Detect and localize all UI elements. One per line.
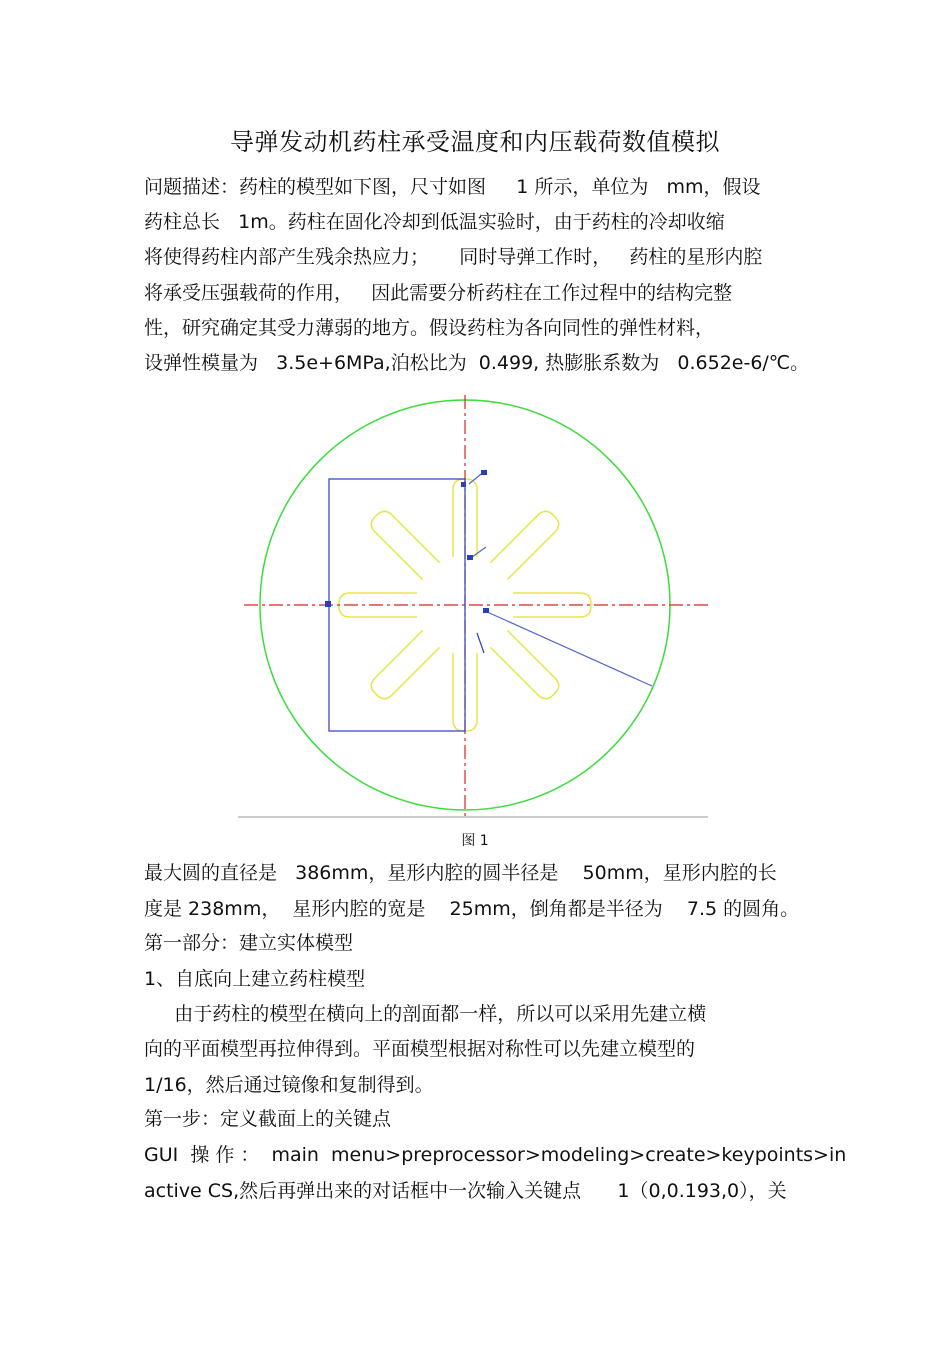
figure-caption: 图 1 [461, 833, 489, 849]
intro-line-5: 性，研究确定其受力薄弱的地方。假设药柱为各向同性的弹性材料， [144, 317, 715, 339]
radius-dimension-line [485, 611, 652, 686]
body-line-2: 度是 238mm， 星形内腔的宽是 25mm，倒角都是半径为 7.5 的圆角。 [144, 898, 800, 920]
dimension-arrow [481, 470, 487, 475]
dimension-leader [477, 633, 484, 653]
section-heading: 第一部分：建立实体模型 [144, 932, 354, 954]
body-line-5: 1/16，然后通过镜像和复制得到。 [144, 1074, 434, 1096]
dimension-arrow [467, 555, 473, 560]
intro-line-2: 药柱总长 1m。药柱在固化冷却到低温实验时，由于药柱的冷却收缩 [144, 211, 725, 233]
body-line-6: active CS,然后再弹出来的对话框中一次输入关键点 1（0,0.193,0），关 [144, 1180, 787, 1202]
grain-cross-section-figure [236, 393, 710, 819]
body-line-4: 向的平面模型再拉伸得到。平面模型根据对称性可以先建立模型的 [144, 1038, 696, 1060]
body-line-3: 由于药柱的模型在横向上的剖面都一样，所以可以采用先建立横 [144, 1003, 707, 1025]
step-heading: 第一步：定义截面上的关键点 [144, 1108, 392, 1130]
gui-operation-line: GUI 操 作 ： main menu>preprocessor>modeling>create>keypoints>in [144, 1144, 847, 1166]
keypoint-marker [461, 482, 466, 487]
subsection-heading: 1、自底向上建立药柱模型 [144, 968, 366, 990]
intro-line-3: 将使得药柱内部产生残余热应力； 同时导弹工作时， 药柱的星形内腔 [144, 246, 763, 268]
keypoint-marker [325, 601, 331, 607]
intro-line-4: 将承受压强载荷的作用， 因此需要分析药柱在工作过程中的结构完整 [144, 282, 733, 304]
body-line-1: 最大圆的直径是 386mm，星形内腔的圆半径是 50mm，星形内腔的长 [144, 862, 777, 884]
intro-line-1: 问题描述：药柱的模型如下图，尺寸如图 1 所示，单位为 mm，假设 [144, 176, 761, 198]
intro-line-6: 设弹性模量为 3.5e+6MPa,泊松比为 0.499, 热膨胀系数为 0.652e-6/℃。 [144, 352, 810, 374]
dimension-arrow [483, 608, 489, 613]
document-title: 导弹发动机药柱承受温度和内压载荷数值模拟 [230, 128, 720, 156]
